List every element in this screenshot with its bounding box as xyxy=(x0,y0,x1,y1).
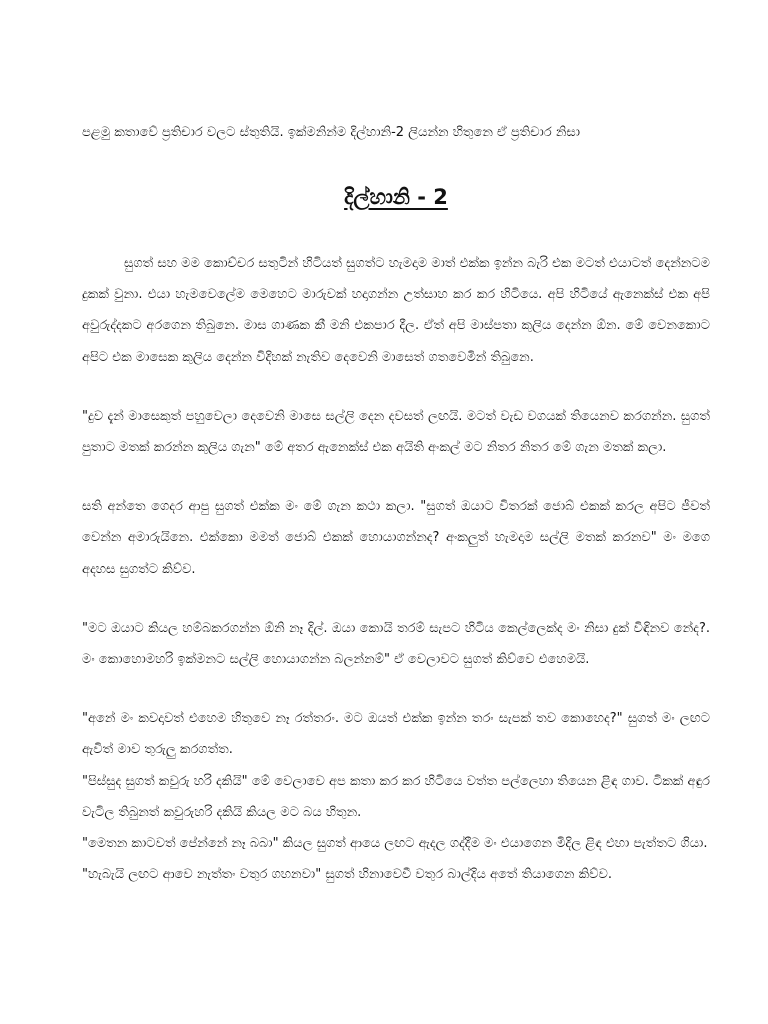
dialogue-line: "පිස්සුද සුගත් කවුරු හරි දකියි" මේ වෙලාවෙ අප කතා කර කර හිටියෙ වත්ත පල්ලෙහා තියෙන ළිඳ ගාව. ටිකක් අඳුර වැටිල තිබුනත් කවුරුහරි දකියි කියල මට බය හිතුන. xyxy=(82,773,710,820)
dialogue-line: "අනේ මං කවදාවත් එහෙම හිතුවෙ නෑ රත්තරං. මට ඔයත් එක්ක ඉන්න තරං සැපක් තව කොහෙද?" සුගත් මං ලඟට ඇවිත් මාව තුරුලු කරගත්ත. xyxy=(82,711,710,758)
paragraph: "දුව දැන් මාසෙකුත් පහුවෙලා දෙවෙනි මාසෙ සල්ලි දෙන දවසත් ලඟයි. මටත් වැඩ වගයක් තියෙනව කරගන්න. සුගත් පුතාට මතක් කරන්න කුලිය ගැන" මේ අතර ඇනෙක්ස් එක අයිති අංකල් මට නිතර නිතර මේ ගැන මතක් කලා. xyxy=(82,408,710,456)
dialogue-line: "මෙතන කාටවත් පේන්නේ නෑ බබා" කියල සුගත් ආයෙ ලඟට ඇදල ගද්දීම මං එයාගෙන මිදිල ළිඳ එහා පැත්තට ගියා. xyxy=(82,836,708,852)
paragraph: "මට ඔයාට කියල හම්බකරගන්න ඕනි නෑ දිල්. ඔයා කොයි තරම් සැපට හිටිය කෙල්ලෙක්ද මං නිසා දුක් විඳිනව නේද?. මං කොහොමහරි ඉක්මනට සල්ලි හොයාගන්න බලන්නම්" ඒ වෙලාවට සුගත් කිව්වෙ එහෙමයි. xyxy=(82,620,710,668)
dialogue-line: "හැබැයි ලඟට ආවෙ නැත්තං වතුර ගහනවා" සුගත් හිනාවෙවී වතුර බාල්දිය අතේ තියාගෙන කිව්ව. xyxy=(82,867,612,883)
intro-note: පළමු කතාවේ ප්‍රතිචාර වලට ස්තුතියි. ඉක්මනින්ම දිල්හානි-2 ලියන්න හිතුනෙ ඒ ප්‍රතිචාර නිසා xyxy=(82,125,580,140)
story-title: දිල්හානි - 2 xyxy=(344,185,448,209)
paragraph: සුගත් සහ මම කොච්චර සතුටින් හිටියත් සුගත්ට හැමදාම මාත් එක්ක ඉන්න බැරි එක මටත් එයාටත් දෙන්නටම දුකක් වුනා. එයා හැමවෙලේම මෙහෙට මාරුවක් හදාගන්න උත්සාහ කර කර හිටියෙ. අපි හිටියේ ඇනෙක්ස් එක අපි අවුරුද්දකට අරගෙන තිබුනෙ. මාස ගාණක කී මනි එකපාර දීල. ඒත් අපි මාස්පතා කුලිය දෙන්න ඕන. මේ වෙනකොට අපිට එක මාසෙක කුලිය දෙන්න විදිහක් නැතිව දෙවෙනි මාසෙත් ගතවෙමින් තිබුනෙ. xyxy=(82,256,710,365)
document-page xyxy=(82,122,710,890)
paragraph: සති අන්තෙ ගෙදර ආපු සුගත් එක්ක මං මේ ගැන කථා කලා. "සුගත් ඔයාට විතරක් ජොබ් එකක් කරල අපිට ජීවත් වෙන්න අමාරුයිනෙ. එක්කො මමත් ජොබ් එකක් හොයාගන්නද? අංකලුත් හැමදාම සල්ලි මතක් කරනව" මං මගෙ අදහස සුගත්ට කිව්ව. xyxy=(82,499,710,577)
